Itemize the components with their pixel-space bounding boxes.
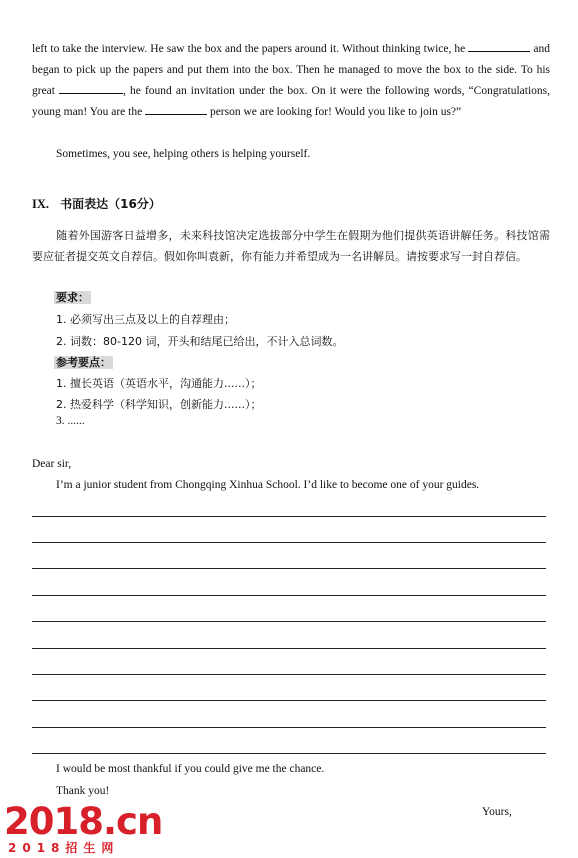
passage-text-b: and began to pick up the papers and put them into the box. Then he managed to move the box to the side. To his great [32,43,551,97]
letter-closing: I would be most thankful if you could give me the chance. [56,763,325,775]
watermark-logo [2,800,162,858]
writing-line[interactable] [32,542,546,543]
section-heading [32,195,161,212]
requirement-item-1: 1. 必须写出三点及以上的自荐理由； [56,313,235,326]
writing-line[interactable] [32,727,546,728]
task-intro [32,225,550,267]
watermark-sub: 2018招生网 [8,841,120,855]
writing-line[interactable] [32,516,546,517]
reference-item-2: 2. 热爱科学（科学知识，创新能力......）； [56,398,262,411]
reference-label-text: 参考要点： [56,356,111,369]
writing-line[interactable] [32,648,546,649]
passage-conclusion: Sometimes, you see, helping others is helping yourself. [56,148,311,160]
reference-item-1: 1. 擅长英语（英语水平，沟通能力......）； [56,377,262,390]
writing-line[interactable] [32,674,546,675]
answer-blank-3[interactable] [145,103,207,115]
writing-line[interactable] [32,700,546,701]
reference-label [54,354,113,370]
task-intro-text: 随着外国游客日益增多，未来科技馆决定选拔部分中学生在假期为他们提供英语讲解任务。科技馆需要应征者提交英文自荐信。假如你叫袁新，你有能力并希望成为一名讲解员。请按要求写一封自荐信。 [32,229,550,263]
passage-text-d: person we are looking for! Would you like to join us?” [209,106,462,118]
requirements-label [54,289,91,305]
section-number: IX. [32,197,50,211]
answer-blank-1[interactable] [468,40,530,52]
letter-opening: I’m a junior student from Chongqing Xinhua School. I’d like to become one of your guides. [56,479,480,491]
passage-paragraph [32,39,550,123]
answer-blank-2[interactable] [59,82,123,94]
writing-line[interactable] [32,753,546,754]
requirements-label-text: 要求： [56,291,89,304]
watermark-main: 2018.cn [4,800,163,843]
reference-item-3: 3. ...... [56,415,85,427]
passage-text-c: , he found an invitation under the box. On it were the following words, “Congratulations, young man! You are the [32,85,550,118]
writing-line[interactable] [32,621,546,622]
writing-line[interactable] [32,595,546,596]
letter-greeting: Dear sir, [32,458,72,470]
letter-signoff: Yours, [482,806,512,818]
requirement-item-2: 2. 词数：80-120 词，开头和结尾已给出，不计入总词数。 [56,335,344,348]
letter-thanks: Thank you! [56,785,110,797]
writing-line[interactable] [32,568,546,569]
passage-text-a: left to take the interview. He saw the box and the papers around it. Without thinking twice, he [32,43,466,55]
section-title: 书面表达（16分） [60,197,161,211]
